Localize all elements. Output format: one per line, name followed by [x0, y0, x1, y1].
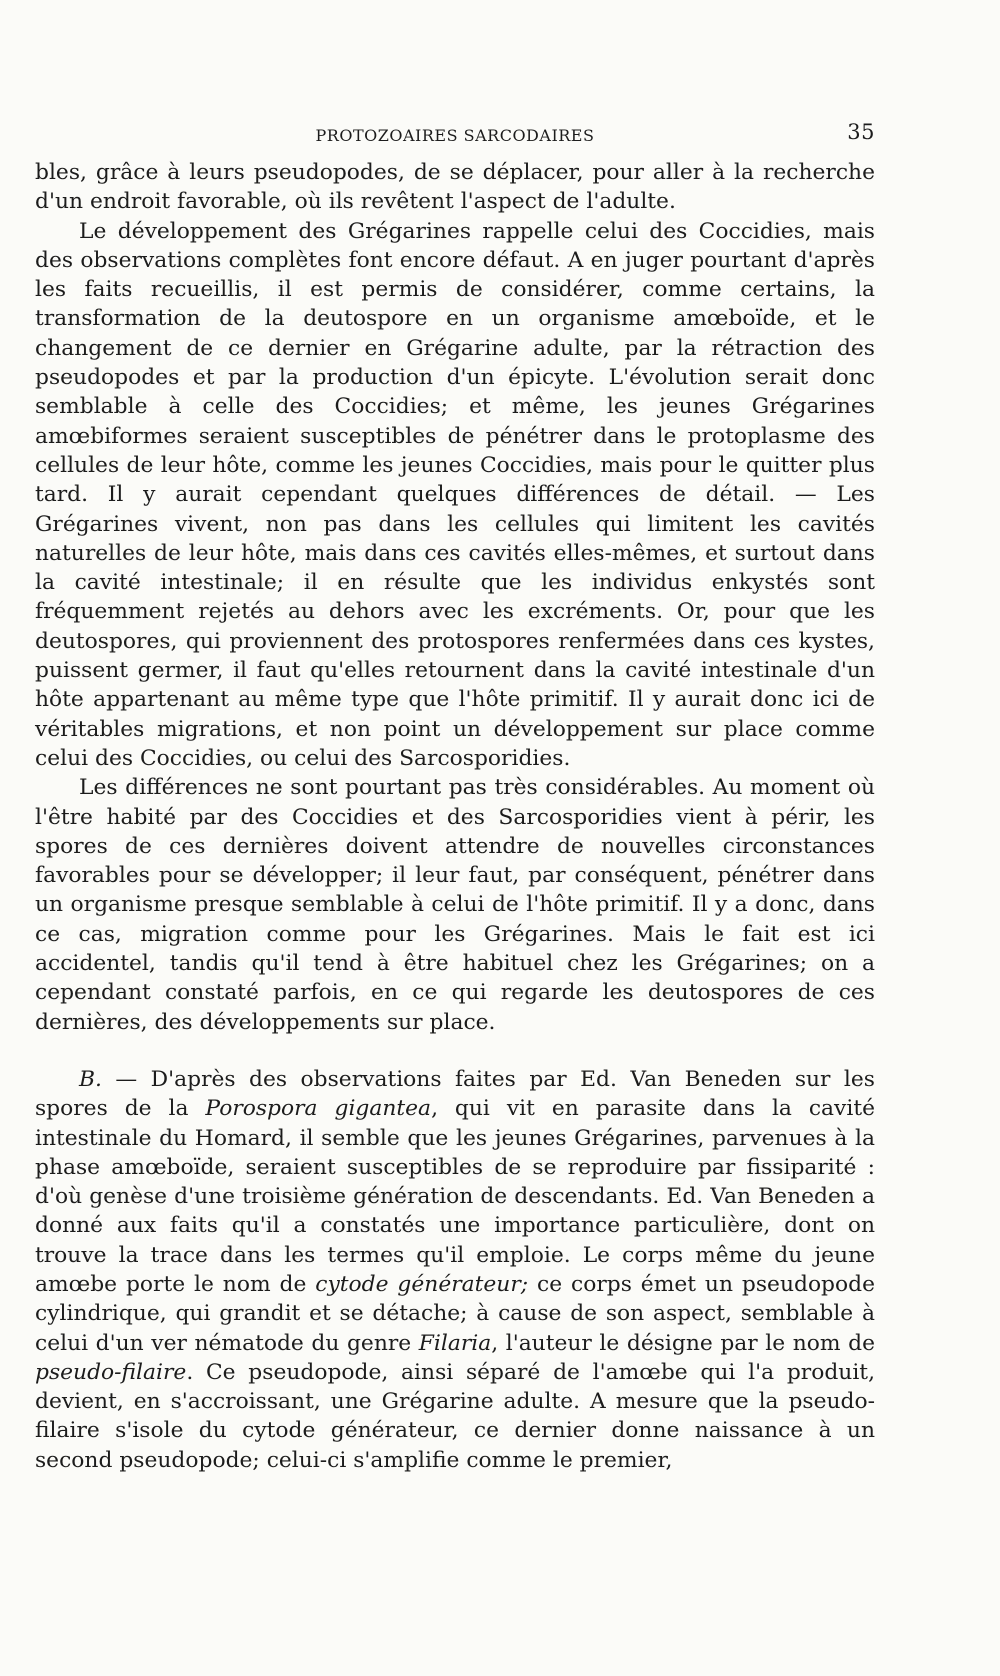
species-name: Porospora gigantea [205, 1096, 432, 1122]
genus-name: Filaria [418, 1330, 492, 1356]
paragraph-differences: Les différences ne sont pourtant pas très considérables. Au moment où l'être habité par des Coccidies et des Sarcosporidies vient à périr, les spores de ces dernières doivent attendre de nouvelles circonstances favorables pour se développer; il leur faut, par conséquent, pénétrer dans un organisme presque semblable à celui de l'hôte primitif. Il y a donc, dans ce cas, migration comme pour les Grégarines. Mais le fait est ici accidentel, tandis qu'il tend à être habituel chez les Grégarines; on a cependant constaté parfois, en ce qui regarde les deutospores de ces dernières, des développements sur place. [35, 775, 875, 1035]
page-number: 35 [847, 120, 875, 144]
section-label: B. [79, 1066, 102, 1092]
paragraph-gregarines-development: Le développement des Grégarines rappelle celui des Coccidies, mais des observations complètes font encore défaut. A en juger pourtant d'après les faits recueillis, il est permis de considérer, comme certains, la transformation de la deutospore en un organisme amœboïde, et le changement de ce dernier en Grégarine adulte, par la rétraction des pseudopodes et par la production d'un épicyte. L'évolution serait donc semblable à celle des Coccidies; et même, les jeunes Grégarines amœbiformes seraient susceptibles de pénétrer dans le protoplasme des cellules de leur hôte, comme les jeunes Coccidies, mais pour le quitter plus tard. Il y aurait cependant quelques différences de détail. — Les Grégarines vivent, non pas dans les cellules qui limitent les cavités naturelles de leur hôte, mais dans ces cavités elles-mêmes, et surtout dans la cavité intestinale; il en résulte que les individus enkystés sont fréquemment rejetés au dehors avec les excréments. Or, pour que les deutospores, qui proviennent des protospores renfermées dans ces kystes, puissent germer, il faut qu'elles retournent dans la cavité intestinale d'un hôte appartenant au même type que l'hôte primitif. Il y aurait donc ici de véritables migrations, et non point un développement sur place comme celui des Coccidies, ou celui des Sarcosporidies. [35, 218, 875, 771]
paragraph-continuation: bles, grâce à leurs pseudopodes, de se déplacer, pour aller à la recherche d'un endroit favorable, où ils revêtent l'aspect de l'adulte. [35, 160, 875, 215]
paragraph-section-b: B. — D'après des observations faites par Ed. Van Beneden sur les spores de la Porospora gigantea, qui vit en parasite dans la cavité intestinale du Homard, il semble que les jeunes Grégarines, parvenues à la phase amœboïde, seraient susceptibles de se reproduire par fissiparité : d'où genèse d'une troisième génération de descendants. Ed. Van Beneden a donné aux faits qu'il a constatés une importance particulière, dont on trouve la trace dans les termes qu'il emploie. Le corps même du jeune amœbe porte le nom de cytode générateur; ce corps émet un pseudopode cylindrique, qui grandit et se détache; à cause de son aspect, semblable à celui d'un ver nématode du genre Filaria, l'auteur le désigne par le nom de pseudo-filaire. Ce pseudopode, ainsi séparé de l'amœbe qui l'a produit, devient, en s'accroissant, une Grégarine adulte. A mesure que la pseudo-filaire s'isole du cytode générateur, ce dernier donne naissance à un second pseudopode; celui-ci s'amplifie comme le premier, [35, 1066, 876, 1473]
body-text [35, 158, 875, 1475]
running-title: PROTOZOAIRES SARCODAIRES [315, 126, 595, 145]
term-cytode: cytode générateur; [315, 1271, 529, 1297]
term-pseudo-filaire: pseudo-filaire [35, 1359, 187, 1385]
